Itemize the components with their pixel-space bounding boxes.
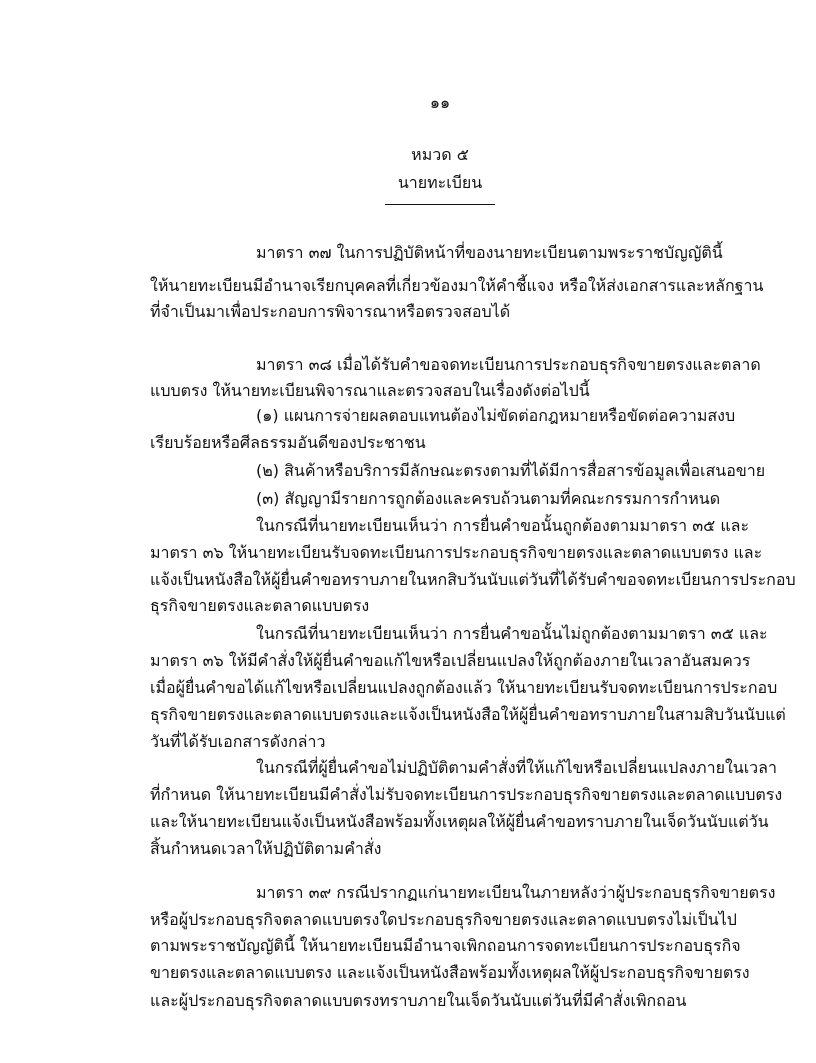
body-line: วันที่ได้รับเอกสารดังกล่าว [150,732,326,751]
page-number: ๑๑ [429,93,451,112]
section-38-heading-line: มาตรา ๓๘ เมื่อได้รับคำขอจดทะเบียนการประกอบธุรกิจขายตรงและตลาด [256,355,761,374]
body-line: ธุรกิจขายตรงและตลาดแบบตรง [150,596,370,615]
body-line: แบบตรง ให้นายทะเบียนพิจารณาและตรวจสอบในเรื่องดังต่อไปนี้ [150,381,590,400]
section-39-heading-line: มาตรา ๓๙ กรณีปรากฏแก่นายทะเบียนในภายหลังว่าผู้ประกอบธุรกิจขายตรง [256,883,776,902]
body-line: และให้นายทะเบียนแจ้งเป็นหนังสือพร้อมทั้งเหตุผลให้ผู้ยื่นคำขอทราบภายในเจ็ดวันนับแต่วัน [150,812,769,831]
body-line: ตามพระราชบัญญัตินี้ ให้นายทะเบียนมีอำนาจเพิกถอนการจดทะเบียนการประกอบธุรกิจ [150,936,741,955]
body-line: หรือผู้ประกอบธุรกิจตลาดแบบตรงใดประกอบธุรกิจขายตรงและตลาดแบบตรงไม่เป็นไป [150,910,737,929]
body-line: มาตรา ๓๖ ให้นายทะเบียนรับจดทะเบียนการประกอบธุรกิจขายตรงและตลาดแบบตรง และ [150,543,763,562]
paragraph-start: ในกรณีที่ผู้ยื่นคำขอไม่ปฏิบัติตามคำสั่งที่ให้แก้ไขหรือเปลี่ยนแปลงภายในเวลา [256,758,777,777]
list-item-2: (๒) สินค้าหรือบริการมีลักษณะตรงตามที่ได้มีการสื่อสารข้อมูลเพื่อเสนอขาย [256,461,766,480]
body-line: ธุรกิจขายตรงและตลาดแบบตรงและแจ้งเป็นหนังสือให้ผู้ยื่นคำขอทราบภายในสามสิบวันนับแต่ [150,705,786,724]
body-line: สิ้นกำหนดเวลาให้ปฏิบัติตามคำสั่ง [150,839,382,858]
body-line: ที่จำเป็นมาเพื่อประกอบการพิจารณาหรือตรวจสอบได้ [150,302,511,321]
body-line: แจ้งเป็นหนังสือให้ผู้ยื่นคำขอทราบภายในหกสิบวันนับแต่วันที่ได้รับคำขอจดทะเบียนการประกอบ [150,570,796,589]
paragraph-start: ในกรณีที่นายทะเบียนเห็นว่า การยื่นคำขอนั้นไม่ถูกต้องตามมาตรา ๓๕ และ [256,624,768,643]
body-line: ขายตรงและตลาดแบบตรง และแจ้งเป็นหนังสือพร้อมทั้งเหตุผลให้ผู้ประกอบธุรกิจขายตรง [150,963,750,982]
list-item-3: (๓) สัญญามีรายการถูกต้องและครบถ้วนตามที่คณะกรรมการกำหนด [256,489,721,508]
body-line: เรียบร้อยหรือศีลธรรมอันดีของประชาชน [150,433,426,452]
body-line: ที่กำหนด ให้นายทะเบียนมีคำสั่งไม่รับจดทะเบียนการประกอบธุรกิจขายตรงและตลาดแบบตรง [150,785,783,804]
title-underline [385,204,495,205]
list-item-1: (๑) แผนการจ่ายผลตอบแทนต้องไม่ขัดต่อกฎหมายหรือขัดต่อความสงบ [256,406,736,425]
body-line: ให้นายทะเบียนมีอำนาจเรียกบุคคลที่เกี่ยวข้องมาให้คำชี้แจง หรือให้ส่งเอกสารและหลักฐาน [150,276,764,295]
paragraph-start: ในกรณีที่นายทะเบียนเห็นว่า การยื่นคำขอนั้นถูกต้องตามมาตรา ๓๕ และ [256,516,750,535]
chapter-title: นายทะเบียน [397,173,483,192]
body-line: และผู้ประกอบธุรกิจตลาดแบบตรงทราบภายในเจ็ดวันนับแต่วันที่มีคำสั่งเพิกถอน [150,991,687,1010]
body-line: มาตรา ๓๖ ให้มีคำสั่งให้ผู้ยื่นคำขอแก้ไขหรือเปลี่ยนแปลงให้ถูกต้องภายในเวลาอันสมควร [150,651,751,670]
body-line: เมื่อผู้ยื่นคำขอได้แก้ไขหรือเปลี่ยนแปลงถูกต้องแล้ว ให้นายทะเบียนรับจดทะเบียนการประกอบ [150,678,778,697]
chapter-number: หมวด ๕ [411,145,469,164]
section-37-heading-line: มาตรา ๓๗ ในการปฏิบัติหน้าที่ของนายทะเบียนตามพระราชบัญญัตินี้ [256,243,723,262]
